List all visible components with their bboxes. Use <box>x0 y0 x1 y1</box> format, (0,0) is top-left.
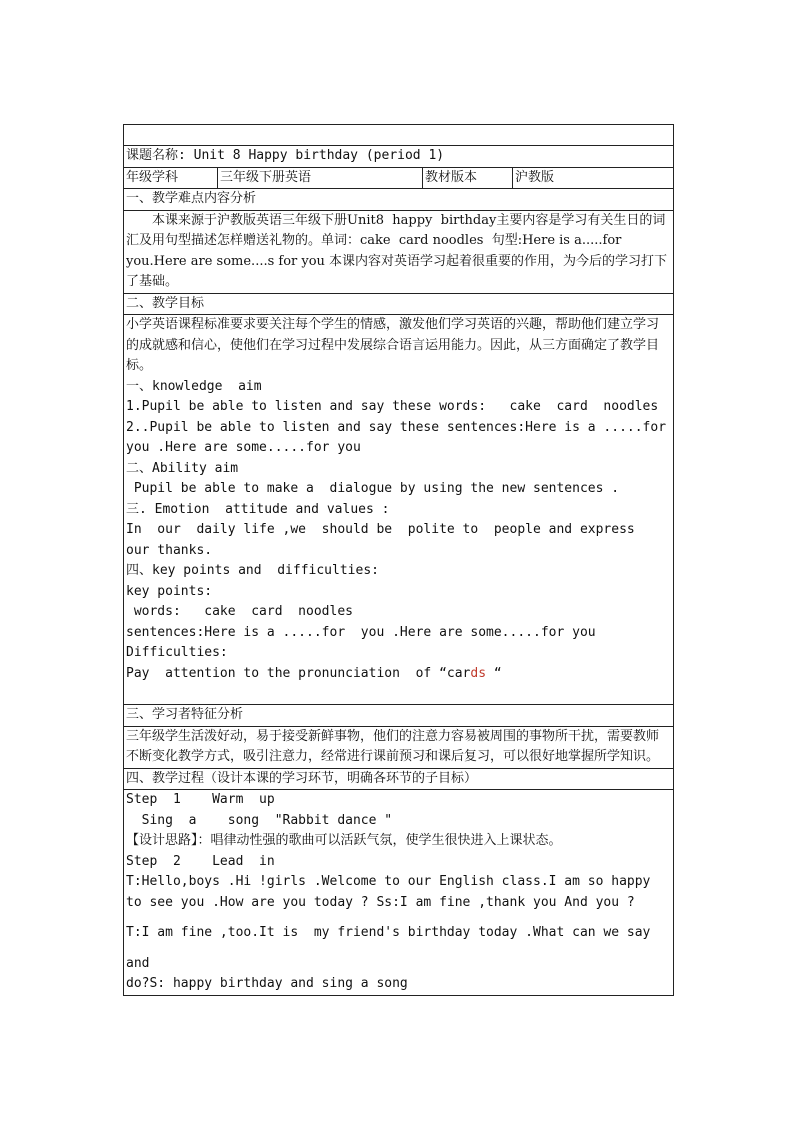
process-line: and <box>126 955 150 971</box>
section1-body: 本课来源于沪教版英语三年级下册Unit8 happy birthday主要内容是学习有关生日的词汇及用句型描述怎样赠送礼物的。单词：cake card noodles 句型:Here is a.....for you.Here are some....s for you 本课内容对英语学习起着很重要的作用，为今后的学习打下了基础。 <box>126 212 668 289</box>
objective-line: our thanks. <box>126 542 213 558</box>
difficulty-prefix: Pay attention to the pronunciation of “car <box>126 665 471 681</box>
section3-body: 三年级学生活泼好动，易于接受新鲜事物，他们的注意力容易被周围的事物所干扰，需要教师不断变化教学方式，吸引注意力，经常进行课前预习和课后复习，可以很好地掌握所学知识。 <box>126 728 660 764</box>
section3-title-row <box>124 705 674 727</box>
process-line: do?S: happy birthday and sing a song <box>126 976 408 991</box>
process-line: to see you .How are you today ? Ss:I am fine ,thank you And you ? <box>126 894 635 910</box>
process-line: Step 2 Lead in <box>126 853 275 869</box>
objective-line: Pupil be able to make a dialogue by using the new sentences . <box>126 481 620 496</box>
blank-row <box>124 125 674 146</box>
section3-body-row <box>124 726 674 768</box>
lesson-plan-table <box>123 124 674 996</box>
section2-body-row <box>124 315 674 705</box>
section2-intro: 小学英语课程标准要求要关注每个学生的情感，激发他们学习英语的兴趣，帮助他们建立学习的成就感和信心，使他们在学习过程中发展综合语言运用能力。因此，从三方面确定了教学目标。 <box>126 317 660 373</box>
lesson-plan-document <box>123 124 673 996</box>
edition-value: 沪教版 <box>513 167 674 189</box>
process-line: 【设计思路】：唱律动性强的歌曲可以活跃气氛，使学生很快进入上课状态。 <box>126 833 562 848</box>
difficulty-suffix: “ <box>486 665 502 681</box>
objective-line: Difficulties: <box>126 645 228 660</box>
process-line: Sing a song "Rabbit dance " <box>126 812 393 828</box>
section1-title-row <box>124 189 674 211</box>
course-name: 课题名称: Unit 8 Happy birthday (period 1) <box>124 146 674 168</box>
section2-title: 二、教学目标 <box>124 293 674 315</box>
section3-title: 三、学习者特征分析 <box>124 705 674 727</box>
section1-title: 一、教学难点内容分析 <box>124 189 674 211</box>
section4-title-row <box>124 768 674 790</box>
section1-body-row <box>124 210 674 293</box>
edition-label: 教材版本 <box>423 167 513 189</box>
objective-line: 1.Pupil be able to listen and say these words: cake card noodles <box>126 399 659 414</box>
info-row <box>124 167 674 189</box>
objective-line: In our daily life ,we should be polite to people and express <box>126 522 635 537</box>
difficulty-highlight: ds <box>470 665 487 681</box>
section2-title-row <box>124 293 674 315</box>
objective-line: you .Here are some.....for you <box>126 440 361 455</box>
objective-line: key points: <box>126 583 213 599</box>
process-line: Step 1 Warm up <box>126 792 275 807</box>
section4-body-row <box>124 790 674 996</box>
objective-line: 四、key points and difficulties: <box>126 563 379 578</box>
objective-line: 二、Ability aim <box>126 460 239 476</box>
objective-line: 一、knowledge aim <box>126 378 262 394</box>
spacer-line <box>126 684 671 704</box>
blank-cell <box>124 125 674 146</box>
process-line: T:Hello,boys .Hi !girls .Welcome to our English class.I am so happy <box>126 874 651 889</box>
process-line: T:I am fine ,too.It is my friend's birthday today .What can we say <box>126 925 651 940</box>
objective-line: 三. Emotion attitude and values : <box>126 501 390 517</box>
grade-label: 年级学科 <box>124 167 218 189</box>
difficulty-line <box>126 664 671 685</box>
objective-line: words: cake card noodles <box>126 604 353 619</box>
objective-line: sentences:Here is a .....for you .Here are some.....for you <box>126 624 596 640</box>
course-name-row <box>124 146 674 168</box>
spacer-line <box>126 913 671 923</box>
section2-lines <box>126 377 671 705</box>
objective-line: 2..Pupil be able to listen and say these sentences:Here is a .....for <box>126 419 667 435</box>
section4-title: 四、教学过程（设计本课的学习环节，明确各环节的子目标） <box>124 768 674 790</box>
grade-value: 三年级下册英语 <box>218 167 423 189</box>
spacer-line <box>126 944 671 954</box>
section4-lines <box>126 790 671 995</box>
